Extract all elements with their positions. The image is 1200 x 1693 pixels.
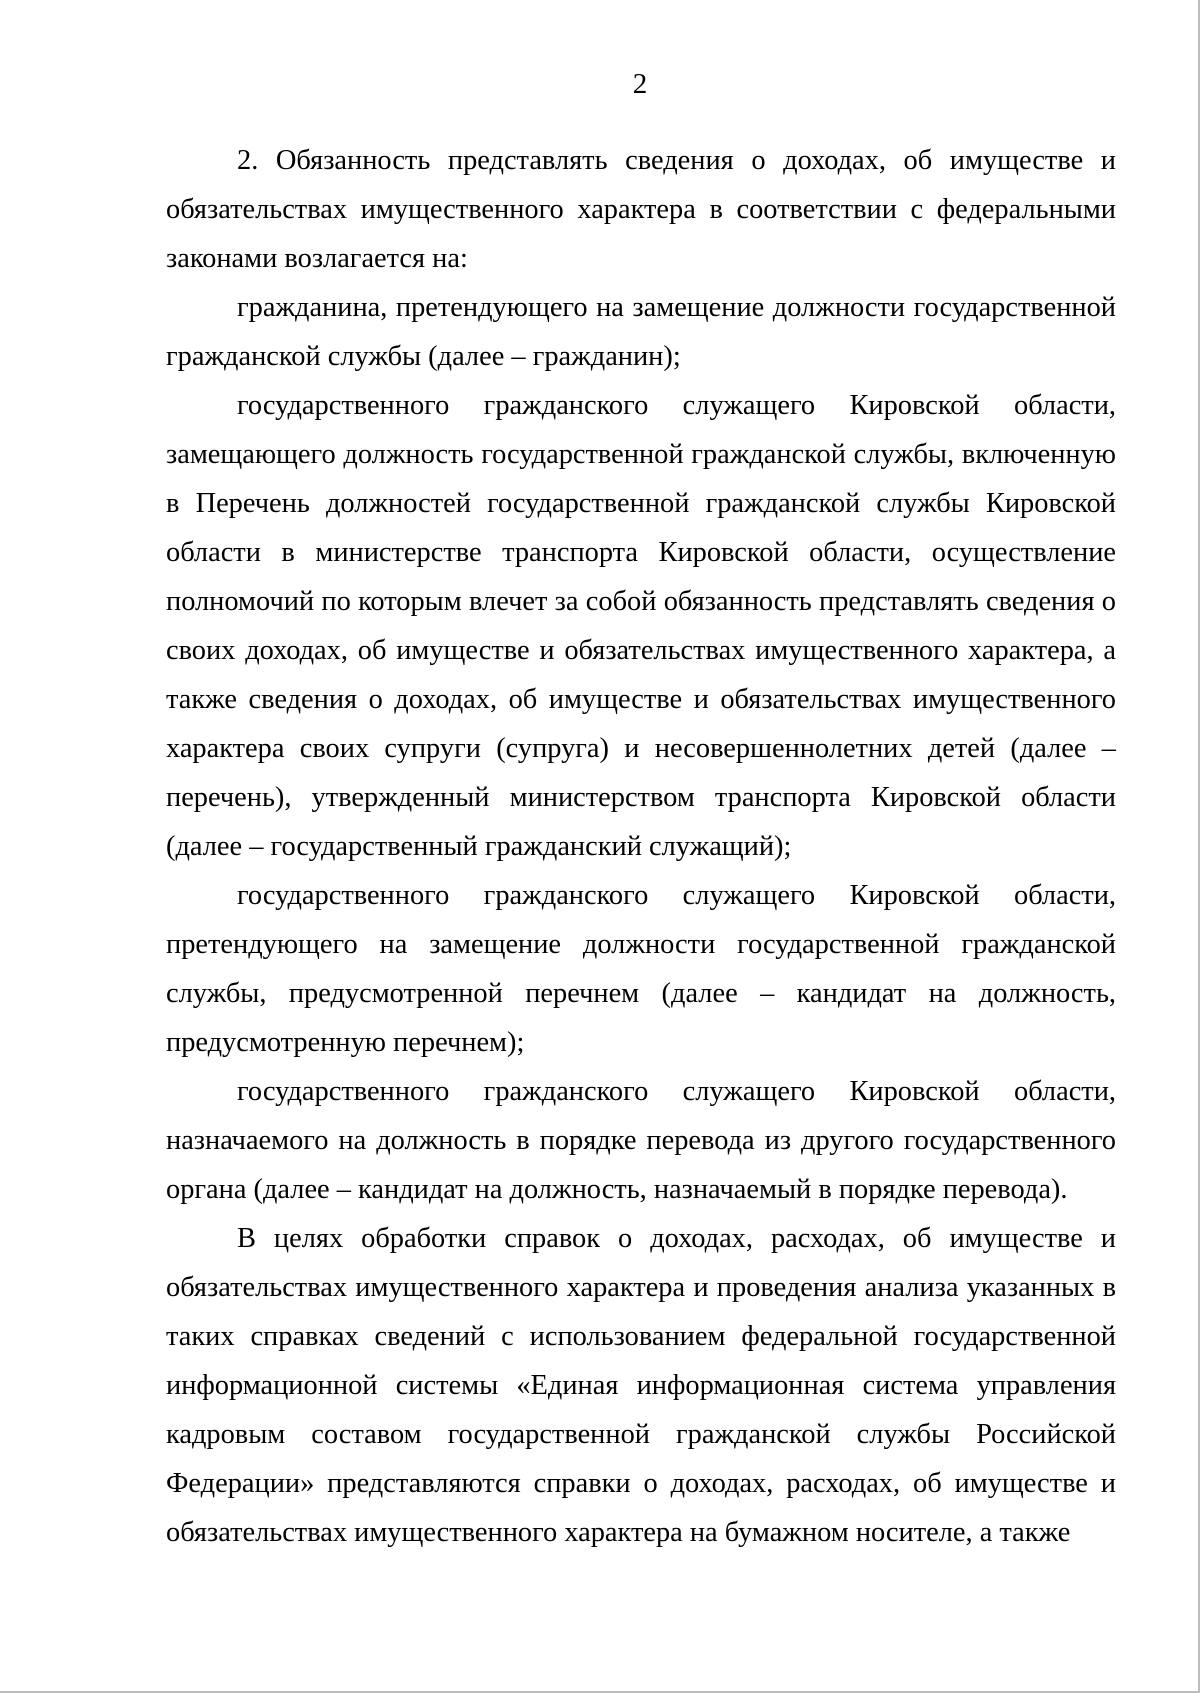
page-number: 2 (632, 68, 648, 100)
paragraph-candidate-list: государственного гражданского служащего Кировской области, претендующего на замещение должности государственной гражданской службы, предусмотренной перечнем (далее – кандидат на должность, предусмотренную перечнем); (166, 880, 1116, 1058)
paragraph-civil-servant: государственного гражданского служащего Кировской области, замещающего должность государственной гражданской службы, включенную в Перечень должностей государственной гражданской службы Кировской области в министерстве транспорта Кировской области, осуществление полномочий по которым влечет за собой обязанность представлять сведения о своих доходах, об имуществе и обязательствах имущественного характера, а также сведения о доходах, об имуществе и обязательствах имущественного характера своих супруги (супруга) и несовершеннолетних детей (далее – перечень), утвержденный министерством транспорта Кировской области (далее – государственный гражданский служащий); (166, 390, 1116, 862)
paragraph-obligation: 2. Обязанность представлять сведения о доходах, об имуществе и обязательствах имущественного характера в соответствии с федеральными законами возлагается на: (166, 145, 1116, 274)
paragraph-processing: В целях обработки справок о доходах, расходах, об имуществе и обязательствах имущественного характера и проведения анализа указанных в таких справках сведений с использованием федеральной государственной информационной системы «Единая информационная система управления кадровым составом государственной гражданской службы Российской Федерации» представляются справки о доходах, расходах, об имуществе и обязательствах имущественного характера на бумажном носителе, а также (166, 1223, 1116, 1548)
paragraph-citizen: гражданина, претендующего на замещение должности государственной гражданской службы (далее – гражданин); (166, 292, 1116, 372)
paragraph-candidate-transfer: государственного гражданского служащего Кировской области, назначаемого на должность в порядке перевода из другого государственного органа (далее – кандидат на должность, назначаемый в порядке перевода). (166, 1076, 1116, 1205)
document-body (166, 136, 1116, 1557)
